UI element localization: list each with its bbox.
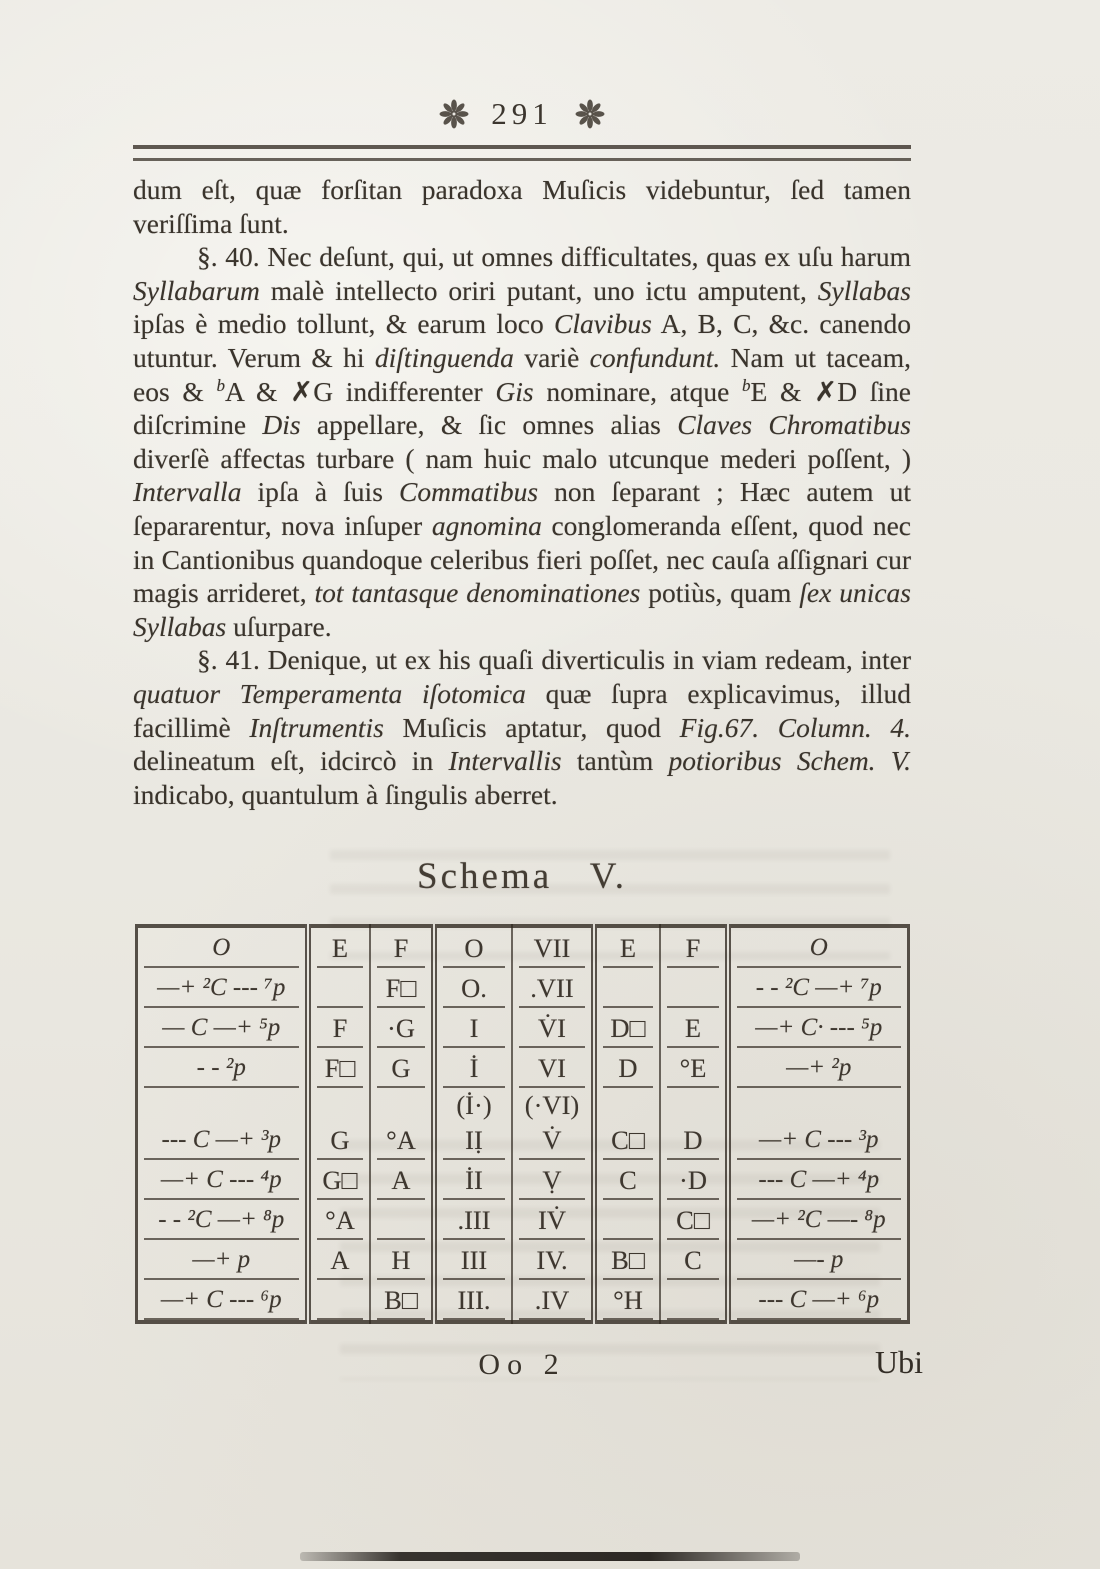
- table-cell: C□: [594, 1120, 660, 1160]
- table-cell: C□: [660, 1200, 728, 1240]
- table-cell: .III: [434, 1200, 512, 1240]
- rosette-fleuron-icon: [439, 99, 469, 129]
- text-run: Intervalla: [133, 476, 242, 508]
- text-run: §. 41. Denique, ut ex his quaſi diverticulis in viam redeam, inter: [197, 644, 911, 676]
- table-cell: - - ²p: [136, 1048, 308, 1088]
- table-cell: [308, 1280, 370, 1322]
- text-run: tot tantasque denominationes: [314, 577, 641, 609]
- text-run: appellare, & ſic omnes alias: [300, 409, 678, 441]
- table-cell: F: [660, 926, 728, 968]
- page-header: [133, 0, 911, 132]
- table-cell: H: [370, 1240, 434, 1280]
- table-row: [136, 1120, 908, 1160]
- table-cell: A: [370, 1160, 434, 1200]
- text-run: variè: [513, 341, 590, 373]
- text-run: Fig.67. Column. 4.: [679, 711, 912, 743]
- table-cell: O: [434, 926, 512, 968]
- text-run: malè intellecto oriri putant, uno ictu amputent,: [259, 274, 818, 306]
- table-cell: —+ ²p: [728, 1048, 908, 1088]
- table-cell: C: [594, 1160, 660, 1200]
- text-run: quatuor Temperamenta iſotomica: [133, 677, 526, 709]
- table-cell: E: [594, 926, 660, 968]
- table-cell: (İ·): [434, 1088, 512, 1120]
- text-run: §. 40. Nec deſunt, qui, ut omnes difficultates, quas ex uſu harum: [197, 241, 911, 273]
- text-run: diverſè affectas turbare ( nam huic malo utcunque mederi poſſent, ): [133, 442, 911, 474]
- table-cell: --- C —+ ⁶p: [728, 1280, 908, 1322]
- text-run: ſex unicas Syllabas: [133, 577, 911, 642]
- table-cell: III.: [434, 1280, 512, 1322]
- text-run: b: [216, 375, 225, 395]
- table-cell: O: [728, 926, 908, 968]
- table-cell: .VII: [512, 968, 594, 1008]
- table-cell: İ: [434, 1048, 512, 1088]
- text-run: uſurpare.: [226, 610, 332, 642]
- table-cell: [308, 1088, 370, 1120]
- text-run: Commatibus: [398, 476, 539, 508]
- text-run: Gis: [495, 375, 534, 407]
- table-cell: D: [660, 1120, 728, 1160]
- text-run: potiùs, quam: [640, 577, 800, 609]
- table-cell: [370, 1200, 434, 1240]
- table-row: [136, 1240, 908, 1280]
- table-row: [136, 926, 908, 968]
- table-row: [136, 1008, 908, 1048]
- table-cell: [370, 1088, 434, 1120]
- table-row: [136, 1088, 908, 1120]
- table-cell: --- C —+ ³p: [136, 1120, 308, 1160]
- table-cell: F□: [308, 1048, 370, 1088]
- page-number: 291: [491, 96, 553, 131]
- table-cell: —+ ²C —- ⁸p: [728, 1200, 908, 1240]
- table-cell: Ṿ: [512, 1160, 594, 1200]
- table-cell: ·D: [660, 1160, 728, 1200]
- text-run: Muſicis aptatur, quod: [383, 711, 680, 743]
- table-cell: D□: [594, 1008, 660, 1048]
- table-cell: D: [594, 1048, 660, 1088]
- table-cell: [308, 968, 370, 1008]
- table-cell: [136, 1088, 308, 1120]
- text-run: A & ✗G indifferenter: [225, 375, 496, 407]
- text-run: ipſas è medio tollunt, & earum loco: [133, 308, 555, 340]
- schema-table-body: [136, 926, 908, 1322]
- text-run: quæ ſupra explicavimus, illud facillimè: [133, 677, 911, 743]
- text-run: Inſtrumentis: [249, 711, 384, 743]
- page-content: [133, 0, 923, 1392]
- table-cell: E: [660, 1008, 728, 1048]
- table-cell: [594, 1200, 660, 1240]
- table-cell: - - ²C —+ ⁷p: [728, 968, 908, 1008]
- table-cell: [728, 1088, 908, 1120]
- text-run: agnomina: [431, 509, 542, 541]
- text-run: conglomeranda eſſent, quod nec in Cantionibus quandoque celeribus fieri poſſet, nec cauſa aſſignari cur magis arrideret,: [133, 509, 911, 609]
- table-cell: V̇: [512, 1120, 594, 1160]
- table-cell: —+ C --- ⁶p: [136, 1280, 308, 1322]
- table-cell: °E: [660, 1048, 728, 1088]
- schema-table: [135, 924, 910, 1324]
- catchword: Ubi: [875, 1344, 923, 1381]
- table-cell: —+ p: [136, 1240, 308, 1280]
- table-cell: O: [136, 926, 308, 968]
- text-run: Clavibus: [554, 308, 652, 340]
- text-block: [133, 173, 911, 811]
- text-run: Claves Chromatibus: [677, 409, 911, 441]
- rosette-fleuron-icon: [575, 99, 605, 129]
- table-cell: ·G: [370, 1008, 434, 1048]
- text-run: Syllabarum: [133, 274, 260, 306]
- table-cell: E: [308, 926, 370, 968]
- text-run: nominare, atque: [533, 375, 743, 407]
- table-cell: F: [308, 1008, 370, 1048]
- table-cell: —+ C --- ³p: [728, 1120, 908, 1160]
- table-cell: I: [434, 1008, 512, 1048]
- table-cell: F□: [370, 968, 434, 1008]
- table-cell: - - ²C —+ ⁸p: [136, 1200, 308, 1240]
- table-cell: B□: [594, 1240, 660, 1280]
- signature-mark: Oo 2: [478, 1348, 566, 1382]
- table-cell: °A: [308, 1200, 370, 1240]
- table-cell: [660, 1088, 728, 1120]
- text-run: dum eſt, quæ forſitan paradoxa Muſicis videbuntur, ſed tamen veriſſima ſunt.: [133, 174, 911, 239]
- text-run: Nam ut taceam, eos &: [133, 341, 911, 407]
- table-row: [136, 968, 908, 1008]
- table-cell: — C —+ ⁵p: [136, 1008, 308, 1048]
- table-cell: —+ ²C --- ⁷p: [136, 968, 308, 1008]
- table-cell: —- p: [728, 1240, 908, 1280]
- text-run: potioribus Schem. V.: [668, 745, 911, 777]
- text-run: diſtinguenda: [374, 341, 514, 373]
- paragraph: [133, 240, 911, 643]
- table-cell: F: [370, 926, 434, 968]
- table-cell: VII: [512, 926, 594, 968]
- table-cell: C: [660, 1240, 728, 1280]
- table-cell: A: [308, 1240, 370, 1280]
- table-cell: [594, 968, 660, 1008]
- paragraph: [133, 643, 911, 811]
- table-cell: [594, 1088, 660, 1120]
- scan-edge-smudge: [300, 1552, 800, 1561]
- table-cell: —+ C --- ⁴p: [136, 1160, 308, 1200]
- text-run: delineatum eſt, idcircò in: [133, 745, 449, 777]
- text-run: non ſeparant ; Hæc autem ut ſepararentur, nova inſuper: [133, 476, 911, 541]
- table-cell: °H: [594, 1280, 660, 1322]
- text-run: Dis: [262, 409, 301, 441]
- table-row: [136, 1200, 908, 1240]
- header-rule: [133, 145, 911, 161]
- table-cell: —+ C· --- ⁵p: [728, 1008, 908, 1048]
- text-run: indicabo, quantulum à ſingulis aberret.: [133, 778, 558, 810]
- text-run: ipſa à ſuis: [241, 476, 399, 508]
- table-cell: G: [308, 1120, 370, 1160]
- table-cell: --- C —+ ⁴p: [728, 1160, 908, 1200]
- table-row: [136, 1160, 908, 1200]
- table-cell: .IV: [512, 1280, 594, 1322]
- table-cell: İI: [434, 1160, 512, 1200]
- text-run: b: [742, 375, 751, 395]
- schema-title: Schema V.: [417, 856, 627, 898]
- text-run: Intervallis: [448, 745, 562, 777]
- table-cell: IỊ: [434, 1120, 512, 1160]
- text-run: A, B, C, &c. canendo utuntur. Verum & hi: [133, 308, 911, 373]
- table-cell: [660, 968, 728, 1008]
- text-run: confundunt.: [589, 341, 721, 373]
- text-run: E & ✗D ſine diſcrimine: [133, 375, 912, 441]
- paragraph: [133, 173, 911, 240]
- table-cell: G□: [308, 1160, 370, 1200]
- text-run: Syllabas: [817, 274, 911, 306]
- table-cell: G: [370, 1048, 434, 1088]
- table-row: [136, 1280, 908, 1322]
- page-footer: [133, 1344, 923, 1392]
- table-cell: VI: [512, 1048, 594, 1088]
- table-cell: °A: [370, 1120, 434, 1160]
- table-cell: III: [434, 1240, 512, 1280]
- table-cell: [660, 1280, 728, 1322]
- table-cell: V̇I: [512, 1008, 594, 1048]
- table-cell: O.: [434, 968, 512, 1008]
- table-cell: IV.: [512, 1240, 594, 1280]
- table-cell: (·VI): [512, 1088, 594, 1120]
- table-cell: B□: [370, 1280, 434, 1322]
- table-row: [136, 1048, 908, 1088]
- table-cell: IV̇: [512, 1200, 594, 1240]
- text-run: tantùm: [561, 745, 669, 777]
